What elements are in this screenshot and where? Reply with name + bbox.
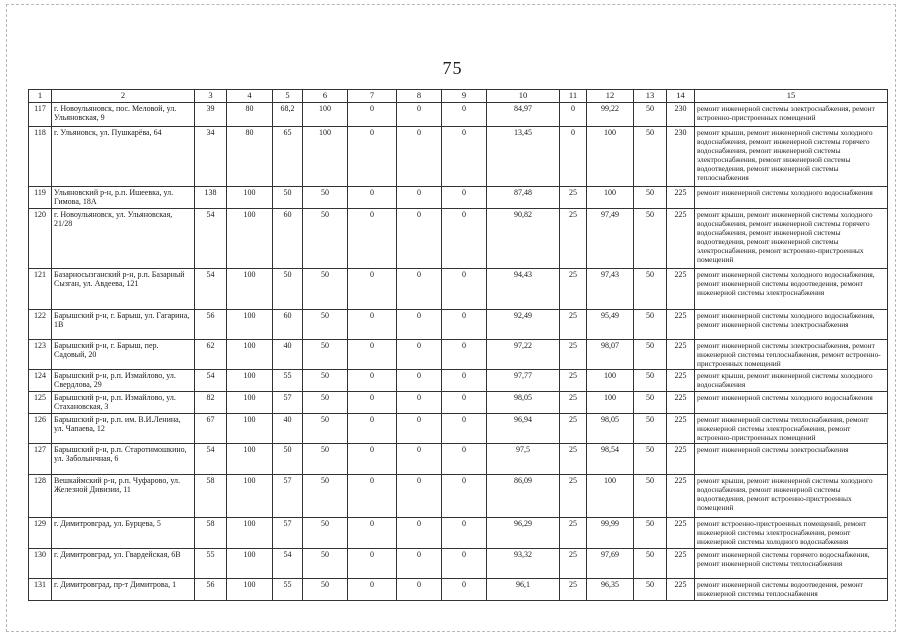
column-header-11: 11 [560,90,587,103]
works-cell: ремонт крыши, ремонт инженерной системы холодного водоснабжения, ремонт инженерной системы горячего водоснабжения, ремонт инженерной системы водоотведения, ремонт инженерной системы электроснабжения, ремонт встроенно-пристроенных помещений [695,208,888,268]
value-cell-c5: 68,2 [273,102,303,126]
value-cell-c14: 225 [667,339,695,369]
works-cell: ремонт инженерной системы электроснабжения, ремонт встроенно-пристроенных помещений [695,102,888,126]
value-cell-c11: 25 [560,474,587,517]
value-cell-c4: 100 [227,369,273,391]
table-row [29,578,888,600]
value-cell-c8: 0 [397,309,442,339]
table-row [29,208,888,268]
row-index-cell: 128 [29,474,52,517]
value-cell-c13: 50 [634,309,667,339]
value-cell-c13: 50 [634,517,667,548]
value-cell-c11: 25 [560,186,587,208]
value-cell-c5: 50 [273,186,303,208]
value-cell-c5: 55 [273,369,303,391]
value-cell-c5: 57 [273,517,303,548]
value-cell-c12: 100 [587,369,634,391]
value-cell-c7: 0 [348,309,397,339]
address-cell: Барышский р-н, р.п. им. В.И.Ленина, ул. Чапаева, 12 [52,413,195,443]
value-cell-c14: 225 [667,413,695,443]
value-cell-c6: 50 [303,517,348,548]
value-cell-c8: 0 [397,474,442,517]
table-header-row [29,90,888,103]
address-cell: г. Димитровград, пр-т Димитрова, 1 [52,578,195,600]
works-cell: ремонт инженерной системы холодного водоснабжения, ремонт инженерной системы электроснабжения [695,309,888,339]
value-cell-c14: 225 [667,548,695,578]
works-cell: ремонт крыши, ремонт инженерной системы холодного водоснабжения [695,369,888,391]
value-cell-c9: 0 [442,208,487,268]
address-cell: г. Димитровград, ул. Гвардейская, 6В [52,548,195,578]
value-cell-c8: 0 [397,186,442,208]
value-cell-c6: 50 [303,413,348,443]
value-cell-c11: 25 [560,391,587,413]
value-cell-c11: 0 [560,102,587,126]
table-row [29,102,888,126]
works-cell: ремонт инженерной системы холодного водоснабжения, ремонт инженерной системы водоотведения, ремонт инженерной системы электроснабжения [695,268,888,309]
value-cell-c9: 0 [442,309,487,339]
value-cell-c10: 98,05 [487,391,560,413]
table-row [29,369,888,391]
value-cell-c14: 230 [667,102,695,126]
value-cell-c4: 100 [227,309,273,339]
value-cell-c9: 0 [442,413,487,443]
address-cell: Ульяновский р-н, р.п. Ишеевка, ул. Гимова, 18А [52,186,195,208]
value-cell-c8: 0 [397,548,442,578]
works-cell: ремонт инженерной системы электроснабжения, ремонт инженерной системы теплоснабжения, ремонт встроенно-пристроенных помещений [695,339,888,369]
value-cell-c4: 100 [227,413,273,443]
value-cell-c5: 60 [273,208,303,268]
value-cell-c12: 100 [587,186,634,208]
column-header-5: 5 [273,90,303,103]
value-cell-c7: 0 [348,186,397,208]
value-cell-c9: 0 [442,186,487,208]
column-header-10: 10 [487,90,560,103]
value-cell-c13: 50 [634,413,667,443]
value-cell-c13: 50 [634,102,667,126]
value-cell-c11: 25 [560,548,587,578]
value-cell-c10: 87,48 [487,186,560,208]
value-cell-c8: 0 [397,339,442,369]
value-cell-c8: 0 [397,369,442,391]
value-cell-c3: 58 [195,474,227,517]
works-cell: ремонт инженерной системы электроснабжения [695,443,888,474]
value-cell-c10: 97,22 [487,339,560,369]
address-cell: Барышский р-н, р.п. Старотимошкино, ул. Заболынчная, 6 [52,443,195,474]
table-row [29,474,888,517]
value-cell-c3: 34 [195,126,227,186]
page-number: 75 [442,58,463,78]
address-cell: Барышский р-н, г. Барыш, пер. Садовый, 20 [52,339,195,369]
value-cell-c12: 97,43 [587,268,634,309]
address-cell: г. Новоульяновск, ул. Ульяновская, 21/28 [52,208,195,268]
value-cell-c7: 0 [348,208,397,268]
value-cell-c5: 57 [273,391,303,413]
value-cell-c3: 54 [195,443,227,474]
value-cell-c7: 0 [348,548,397,578]
value-cell-c11: 25 [560,413,587,443]
value-cell-c12: 100 [587,126,634,186]
value-cell-c4: 100 [227,208,273,268]
row-index-cell: 131 [29,578,52,600]
row-index-cell: 117 [29,102,52,126]
value-cell-c6: 50 [303,186,348,208]
value-cell-c13: 50 [634,339,667,369]
value-cell-c5: 40 [273,413,303,443]
value-cell-c7: 0 [348,268,397,309]
works-cell: ремонт инженерной системы горячего водоснабжения, ремонт инженерной системы теплоснабжения [695,548,888,578]
value-cell-c9: 0 [442,268,487,309]
works-cell: ремонт крыши, ремонт инженерной системы холодного водоснабжения, ремонт инженерной системы водоотведения, ремонт встроенно-пристроенных помещений [695,474,888,517]
column-header-14: 14 [667,90,695,103]
value-cell-c8: 0 [397,578,442,600]
value-cell-c5: 50 [273,268,303,309]
value-cell-c13: 50 [634,474,667,517]
value-cell-c11: 25 [560,517,587,548]
value-cell-c3: 39 [195,102,227,126]
value-cell-c9: 0 [442,474,487,517]
table-row [29,339,888,369]
value-cell-c11: 0 [560,126,587,186]
works-cell: ремонт инженерной системы холодного водоснабжения [695,186,888,208]
address-cell: Базарносызганский р-н, р.п. Базарный Сызган, ул. Авдеева, 121 [52,268,195,309]
value-cell-c13: 50 [634,578,667,600]
value-cell-c3: 82 [195,391,227,413]
address-cell: г. Димитровград, ул. Бурцева, 5 [52,517,195,548]
value-cell-c9: 0 [442,517,487,548]
value-cell-c13: 50 [634,369,667,391]
value-cell-c4: 100 [227,548,273,578]
value-cell-c14: 225 [667,578,695,600]
value-cell-c14: 225 [667,208,695,268]
column-header-7: 7 [348,90,397,103]
row-index-cell: 120 [29,208,52,268]
value-cell-c4: 100 [227,391,273,413]
value-cell-c12: 99,99 [587,517,634,548]
value-cell-c9: 0 [442,443,487,474]
value-cell-c6: 50 [303,339,348,369]
value-cell-c7: 0 [348,369,397,391]
value-cell-c7: 0 [348,443,397,474]
value-cell-c5: 57 [273,474,303,517]
column-header-1: 1 [29,90,52,103]
value-cell-c5: 55 [273,578,303,600]
registry-table [28,89,888,601]
row-index-cell: 122 [29,309,52,339]
value-cell-c9: 0 [442,126,487,186]
value-cell-c6: 50 [303,443,348,474]
row-index-cell: 130 [29,548,52,578]
value-cell-c12: 96,35 [587,578,634,600]
value-cell-c12: 98,05 [587,413,634,443]
table-row [29,517,888,548]
value-cell-c4: 100 [227,517,273,548]
address-cell: Барышский р-н, р.п. Измайлово, ул. Свердлова, 29 [52,369,195,391]
value-cell-c4: 100 [227,186,273,208]
table-row [29,548,888,578]
value-cell-c11: 25 [560,208,587,268]
value-cell-c14: 225 [667,369,695,391]
value-cell-c11: 25 [560,339,587,369]
value-cell-c10: 90,82 [487,208,560,268]
value-cell-c3: 54 [195,268,227,309]
value-cell-c9: 0 [442,369,487,391]
value-cell-c12: 100 [587,474,634,517]
row-index-cell: 125 [29,391,52,413]
value-cell-c7: 0 [348,102,397,126]
value-cell-c4: 100 [227,474,273,517]
address-cell: Вешкаймский р-н, р.п. Чуфарово, ул. Железной Дивизии, 11 [52,474,195,517]
works-cell: ремонт крыши, ремонт инженерной системы холодного водоснабжения, ремонт инженерной системы горячего водоснабжения, ремонт инженерной системы электроснабжения, ремонт инженерной системы водоотведения, ремонт инженерной системы теплоснабжения [695,126,888,186]
row-index-cell: 119 [29,186,52,208]
value-cell-c3: 62 [195,339,227,369]
value-cell-c10: 86,09 [487,474,560,517]
value-cell-c4: 100 [227,268,273,309]
value-cell-c12: 97,49 [587,208,634,268]
value-cell-c7: 0 [348,517,397,548]
value-cell-c12: 100 [587,391,634,413]
value-cell-c5: 65 [273,126,303,186]
value-cell-c10: 96,29 [487,517,560,548]
value-cell-c10: 93,32 [487,548,560,578]
row-index-cell: 118 [29,126,52,186]
value-cell-c12: 99,22 [587,102,634,126]
address-cell: Барышский р-н, р.п. Измайлово, ул. Стахановская, 3 [52,391,195,413]
table-row [29,413,888,443]
value-cell-c6: 50 [303,369,348,391]
value-cell-c10: 84,97 [487,102,560,126]
value-cell-c11: 25 [560,309,587,339]
value-cell-c5: 54 [273,548,303,578]
column-header-6: 6 [303,90,348,103]
value-cell-c13: 50 [634,391,667,413]
row-index-cell: 127 [29,443,52,474]
value-cell-c9: 0 [442,339,487,369]
table-row [29,186,888,208]
column-header-2: 2 [52,90,195,103]
value-cell-c14: 225 [667,474,695,517]
value-cell-c14: 225 [667,309,695,339]
value-cell-c11: 25 [560,443,587,474]
value-cell-c8: 0 [397,413,442,443]
value-cell-c10: 96,94 [487,413,560,443]
value-cell-c3: 58 [195,517,227,548]
value-cell-c13: 50 [634,268,667,309]
row-index-cell: 129 [29,517,52,548]
value-cell-c4: 100 [227,443,273,474]
value-cell-c3: 54 [195,208,227,268]
value-cell-c8: 0 [397,391,442,413]
value-cell-c14: 225 [667,268,695,309]
row-index-cell: 124 [29,369,52,391]
column-header-8: 8 [397,90,442,103]
table-body [29,102,888,600]
value-cell-c8: 0 [397,102,442,126]
value-cell-c6: 50 [303,578,348,600]
value-cell-c7: 0 [348,126,397,186]
value-cell-c13: 50 [634,443,667,474]
value-cell-c11: 25 [560,268,587,309]
row-index-cell: 126 [29,413,52,443]
column-header-3: 3 [195,90,227,103]
column-header-13: 13 [634,90,667,103]
value-cell-c11: 25 [560,369,587,391]
value-cell-c3: 67 [195,413,227,443]
row-index-cell: 121 [29,268,52,309]
value-cell-c10: 97,5 [487,443,560,474]
value-cell-c7: 0 [348,413,397,443]
value-cell-c9: 0 [442,391,487,413]
value-cell-c14: 225 [667,443,695,474]
table-row [29,309,888,339]
column-header-12: 12 [587,90,634,103]
table-row [29,443,888,474]
value-cell-c3: 138 [195,186,227,208]
address-cell: г. Новоульяновск, пос. Меловой, ул. Ульяновская, 9 [52,102,195,126]
value-cell-c11: 25 [560,578,587,600]
value-cell-c9: 0 [442,578,487,600]
works-cell: ремонт инженерной системы теплоснабжения, ремонт инженерной системы электроснабжения, ремонт встроенно-пристроенных помещений [695,413,888,443]
value-cell-c12: 98,07 [587,339,634,369]
value-cell-c10: 94,43 [487,268,560,309]
works-cell: ремонт встроенно-пристроенных помещений, ремонт инженерной системы электроснабжения, ремонт инженерной системы холодного водоснабжения [695,517,888,548]
table-row [29,126,888,186]
column-header-4: 4 [227,90,273,103]
value-cell-c14: 225 [667,391,695,413]
value-cell-c4: 80 [227,102,273,126]
value-cell-c6: 50 [303,548,348,578]
value-cell-c6: 50 [303,391,348,413]
value-cell-c7: 0 [348,578,397,600]
value-cell-c4: 100 [227,339,273,369]
value-cell-c14: 230 [667,126,695,186]
works-cell: ремонт инженерной системы водоотведения, ремонт инженерной системы теплоснабжения [695,578,888,600]
value-cell-c6: 50 [303,474,348,517]
column-header-9: 9 [442,90,487,103]
value-cell-c12: 98,54 [587,443,634,474]
value-cell-c5: 50 [273,443,303,474]
value-cell-c12: 97,69 [587,548,634,578]
value-cell-c3: 56 [195,578,227,600]
value-cell-c14: 225 [667,517,695,548]
column-header-15: 15 [695,90,888,103]
value-cell-c10: 97,77 [487,369,560,391]
value-cell-c8: 0 [397,208,442,268]
value-cell-c6: 100 [303,126,348,186]
value-cell-c8: 0 [397,268,442,309]
value-cell-c7: 0 [348,339,397,369]
table-row [29,268,888,309]
value-cell-c3: 55 [195,548,227,578]
address-cell: Барышский р-н, г. Барыш, ул. Гагарина, 1В [52,309,195,339]
value-cell-c4: 80 [227,126,273,186]
value-cell-c5: 40 [273,339,303,369]
value-cell-c10: 13,45 [487,126,560,186]
table-row [29,391,888,413]
value-cell-c9: 0 [442,102,487,126]
value-cell-c3: 54 [195,369,227,391]
address-cell: г. Ульяновск, ул. Пушкарёва, 64 [52,126,195,186]
value-cell-c4: 100 [227,578,273,600]
value-cell-c13: 50 [634,548,667,578]
value-cell-c6: 50 [303,268,348,309]
value-cell-c13: 50 [634,208,667,268]
value-cell-c12: 95,49 [587,309,634,339]
value-cell-c6: 50 [303,208,348,268]
value-cell-c3: 56 [195,309,227,339]
row-index-cell: 123 [29,339,52,369]
value-cell-c13: 50 [634,126,667,186]
value-cell-c10: 96,1 [487,578,560,600]
value-cell-c7: 0 [348,391,397,413]
value-cell-c13: 50 [634,186,667,208]
value-cell-c6: 50 [303,309,348,339]
value-cell-c8: 0 [397,126,442,186]
works-cell: ремонт инженерной системы холодного водоснабжения [695,391,888,413]
value-cell-c8: 0 [397,443,442,474]
value-cell-c9: 0 [442,548,487,578]
value-cell-c14: 225 [667,186,695,208]
value-cell-c10: 92,49 [487,309,560,339]
value-cell-c5: 60 [273,309,303,339]
value-cell-c7: 0 [348,474,397,517]
value-cell-c6: 100 [303,102,348,126]
value-cell-c8: 0 [397,517,442,548]
